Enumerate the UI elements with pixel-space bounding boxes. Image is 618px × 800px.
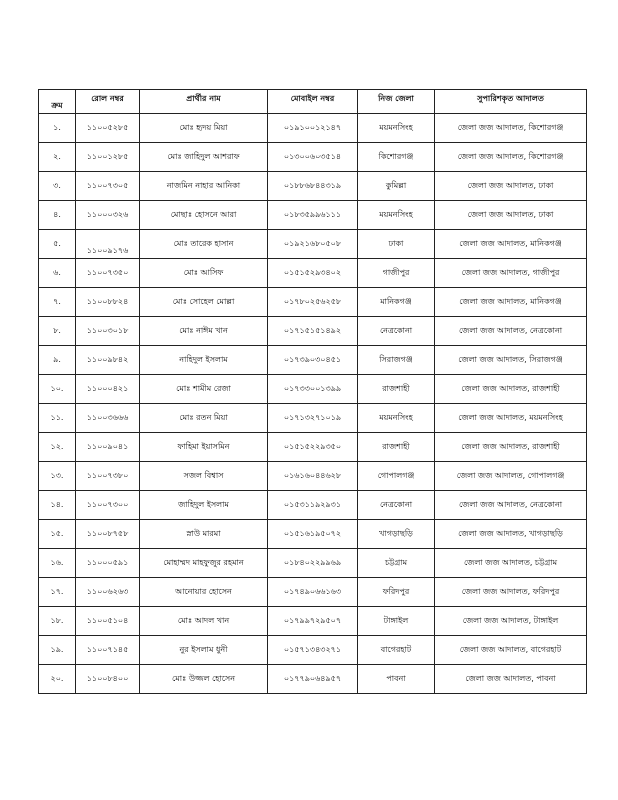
cell-roll: ১১০০০৩২৬: [76, 201, 140, 230]
cell-district: খাগড়াছড়ি: [358, 520, 435, 549]
table-row: [39, 404, 587, 433]
cell-mobile: ০১৫৭১৩৪৩২৭১: [268, 636, 358, 665]
table-row: [39, 259, 587, 288]
cell-court: জেলা জজ আদালত, কিশোরগঞ্জ: [435, 114, 587, 143]
cell-roll: ১১০০৮৮২৪: [76, 288, 140, 317]
cell-roll: ১১০০৭১৪৫: [76, 636, 140, 665]
cell-court: জেলা জজ আদালত, পাবনা: [435, 665, 587, 694]
cell-district: ময়মনসিংহ: [358, 114, 435, 143]
cell-district: কুমিল্লা: [358, 172, 435, 201]
cell-serial: ২০.: [39, 665, 76, 694]
cell-mobile: ০১৯২১৬৮০৫০৮: [268, 230, 358, 259]
cell-name: নাহিদুল ইসলাম: [140, 346, 268, 375]
cell-roll: ১১০০৮৪০০: [76, 665, 140, 694]
header-mobile: মোবাইল নম্বর: [268, 90, 358, 114]
cell-name: মোঃ উজ্জল হোসেন: [140, 665, 268, 694]
cell-serial: ৯.: [39, 346, 76, 375]
cell-court: জেলা জজ আদালত, ঢাকা: [435, 172, 587, 201]
table-row: [39, 288, 587, 317]
cell-court: জেলা জজ আদালত, চট্টগ্রাম: [435, 549, 587, 578]
cell-name: নুর ইসলাম ধুনী: [140, 636, 268, 665]
cell-mobile: ০১৭৩৩০০১৩৯৯: [268, 375, 358, 404]
cell-roll: ১১০০৯৮৪২: [76, 346, 140, 375]
cell-mobile: ০১৩০০৬০৩৫১৪: [268, 143, 358, 172]
cell-roll: ১১০০৭৩০০: [76, 491, 140, 520]
cell-serial: ১৪.: [39, 491, 76, 520]
cell-serial: ৮.: [39, 317, 76, 346]
cell-serial: ৫.: [39, 230, 76, 259]
header-roll: রোল নম্বর: [76, 90, 140, 114]
cell-serial: ৬.: [39, 259, 76, 288]
cell-serial: ১০.: [39, 375, 76, 404]
cell-name: মোঃ জাহিদুল আশরাফ: [140, 143, 268, 172]
cell-serial: ১.: [39, 114, 76, 143]
header-court: সুপারিশকৃত আদালত: [435, 90, 587, 114]
cell-name: মোঃ নাঈম খান: [140, 317, 268, 346]
cell-mobile: ০১৬১৬০৪৪৬২৮: [268, 462, 358, 491]
cell-roll: ১১০০১২৮৫: [76, 143, 140, 172]
cell-mobile: ০১৯১০০১২১৪৭: [268, 114, 358, 143]
cell-serial: ১৩.: [39, 462, 76, 491]
candidate-table: [38, 89, 587, 694]
cell-district: ফরিদপুর: [358, 578, 435, 607]
table-row: [39, 201, 587, 230]
cell-roll: ১১০০৫২৮৫: [76, 114, 140, 143]
cell-district: পাবনা: [358, 665, 435, 694]
cell-district: চট্টগ্রাম: [358, 549, 435, 578]
cell-court: জেলা জজ আদালত, গোপালগঞ্জ: [435, 462, 587, 491]
table-body: [39, 114, 587, 694]
cell-name: মোঃ তারেক হাসান: [140, 230, 268, 259]
cell-mobile: ০১৭৭৯০৬৪৯৫৭: [268, 665, 358, 694]
cell-name: মোছাঃ হোসনে আরা: [140, 201, 268, 230]
cell-roll: ১১০০৫১০৪: [76, 607, 140, 636]
cell-name: মোঃ আদল খান: [140, 607, 268, 636]
cell-roll: ১১০০০৪২১: [76, 375, 140, 404]
cell-name: জাহিদুল ইসলাম: [140, 491, 268, 520]
cell-mobile: ০১৫১৬১৯৫০৭২: [268, 520, 358, 549]
cell-serial: ১৬.: [39, 549, 76, 578]
cell-district: গোপালগঞ্জ: [358, 462, 435, 491]
cell-district: নেত্রকোনা: [358, 491, 435, 520]
cell-mobile: ০১৭৪৯০৬৬১৬৩: [268, 578, 358, 607]
cell-district: রাজশাহী: [358, 433, 435, 462]
cell-serial: ৭.: [39, 288, 76, 317]
cell-roll: ১১০০৭৩৫০: [76, 259, 140, 288]
header-district: নিজ জেলা: [358, 90, 435, 114]
cell-court: জেলা জজ আদালত, মানিকগঞ্জ: [435, 230, 587, 259]
cell-name: মোঃ সোহেল মোল্লা: [140, 288, 268, 317]
table-row: [39, 433, 587, 462]
cell-court: জেলা জজ আদালত, নেত্রকোনা: [435, 491, 587, 520]
table-row: [39, 665, 587, 694]
cell-serial: ৪.: [39, 201, 76, 230]
cell-mobile: ০১৭৯৯৭২৯৫০৭: [268, 607, 358, 636]
header-serial: ক্রম: [39, 90, 76, 114]
cell-court: জেলা জজ আদালত, সিরাজগঞ্জ: [435, 346, 587, 375]
table-row: [39, 317, 587, 346]
table-row: [39, 491, 587, 520]
table-row: [39, 346, 587, 375]
cell-district: গাজীপুর: [358, 259, 435, 288]
cell-serial: ১৭.: [39, 578, 76, 607]
cell-district: মানিকগঞ্জ: [358, 288, 435, 317]
cell-name: স্নাউ মারমা: [140, 520, 268, 549]
cell-court: জেলা জজ আদালত, মানিকগঞ্জ: [435, 288, 587, 317]
cell-serial: ১৫.: [39, 520, 76, 549]
cell-roll: ১১০০৭৩০৫: [76, 172, 140, 201]
cell-name: সজল বিশ্বাস: [140, 462, 268, 491]
cell-court: জেলা জজ আদালত, বাগেরহাট: [435, 636, 587, 665]
cell-district: ময়মনসিংহ: [358, 201, 435, 230]
cell-district: সিরাজগঞ্জ: [358, 346, 435, 375]
cell-roll: ১১০০৩৬৬৬: [76, 404, 140, 433]
cell-serial: ২.: [39, 143, 76, 172]
cell-roll: ১১০০৯১৭৬: [76, 230, 140, 259]
table-row: [39, 520, 587, 549]
table-row: [39, 172, 587, 201]
cell-mobile: ০১৫৩১১৯২৯৩১: [268, 491, 358, 520]
cell-court: জেলা জজ আদালত, গাজীপুর: [435, 259, 587, 288]
cell-name: মোঃ শামীম রেজা: [140, 375, 268, 404]
cell-name: আনোয়ার হোসেন: [140, 578, 268, 607]
cell-name: মোহাম্মদ মাহফুজুর রহমান: [140, 549, 268, 578]
cell-mobile: ০১৫১৫২৯৩৪০২: [268, 259, 358, 288]
cell-roll: ১১০০৬২৬৩: [76, 578, 140, 607]
cell-roll: ১১০০৩০১৮: [76, 317, 140, 346]
cell-name: ফাহিমা ইয়াসমিন: [140, 433, 268, 462]
table-row: [39, 143, 587, 172]
cell-court: জেলা জজ আদালত, রাজশাহী: [435, 375, 587, 404]
cell-district: ময়মনসিংহ: [358, 404, 435, 433]
cell-serial: ১২.: [39, 433, 76, 462]
cell-court: জেলা জজ আদালত, রাজশাহী: [435, 433, 587, 462]
cell-mobile: ০১৮৪০২২৯৯৬৯: [268, 549, 358, 578]
cell-district: বাগেরহাট: [358, 636, 435, 665]
header-name: প্রার্থীর নাম: [140, 90, 268, 114]
cell-serial: ৩.: [39, 172, 76, 201]
table-header: [39, 90, 587, 114]
cell-name: মোঃ রতন মিয়া: [140, 404, 268, 433]
cell-serial: ১৯.: [39, 636, 76, 665]
table-row: [39, 230, 587, 259]
header-row: [39, 90, 587, 114]
cell-mobile: ০১৫১৫২২৯৩৫০: [268, 433, 358, 462]
cell-court: জেলা জজ আদালত, ফরিদপুর: [435, 578, 587, 607]
cell-serial: ১১.: [39, 404, 76, 433]
cell-court: জেলা জজ আদালত, টাঙ্গাইল: [435, 607, 587, 636]
table-row: [39, 375, 587, 404]
table-row: [39, 578, 587, 607]
cell-serial: ১৮.: [39, 607, 76, 636]
cell-court: জেলা জজ আদালত, কিশোরগঞ্জ: [435, 143, 587, 172]
cell-mobile: ০১৭৮০২৫৬২৫৮: [268, 288, 358, 317]
cell-mobile: ০১৮৩৫৯৯৬১১১: [268, 201, 358, 230]
cell-district: নেত্রকোনা: [358, 317, 435, 346]
cell-court: জেলা জজ আদালত, নেত্রকোনা: [435, 317, 587, 346]
table-row: [39, 114, 587, 143]
cell-mobile: ০১৭১৫১৫১৪৯২: [268, 317, 358, 346]
cell-court: জেলা জজ আদালত, খাগড়াছড়ি: [435, 520, 587, 549]
cell-mobile: ০১৮৮৬৮৪৪৩১৯: [268, 172, 358, 201]
cell-name: মোঃ হৃদয় মিয়া: [140, 114, 268, 143]
cell-name: মোঃ আসিফ: [140, 259, 268, 288]
table-row: [39, 636, 587, 665]
cell-court: জেলা জজ আদালত, ঢাকা: [435, 201, 587, 230]
table-row: [39, 462, 587, 491]
cell-court: জেলা জজ আদালত, ময়মনসিংহ: [435, 404, 587, 433]
cell-roll: ১১০০৯০৪১: [76, 433, 140, 462]
table-row: [39, 607, 587, 636]
cell-mobile: ০১৭১৩২৭১০১৯: [268, 404, 358, 433]
cell-district: কিশোরগঞ্জ: [358, 143, 435, 172]
cell-roll: ১১০০০৫৯১: [76, 549, 140, 578]
cell-district: টাঙ্গাইল: [358, 607, 435, 636]
cell-roll: ১১০০৮৭৫৮: [76, 520, 140, 549]
cell-mobile: ০১৭৩৯০৩০৪৫১: [268, 346, 358, 375]
cell-district: ঢাকা: [358, 230, 435, 259]
cell-district: রাজশাহী: [358, 375, 435, 404]
table-row: [39, 549, 587, 578]
cell-roll: ১১০০৭৩৮০: [76, 462, 140, 491]
cell-name: নাজমিন নাহার আনিকা: [140, 172, 268, 201]
